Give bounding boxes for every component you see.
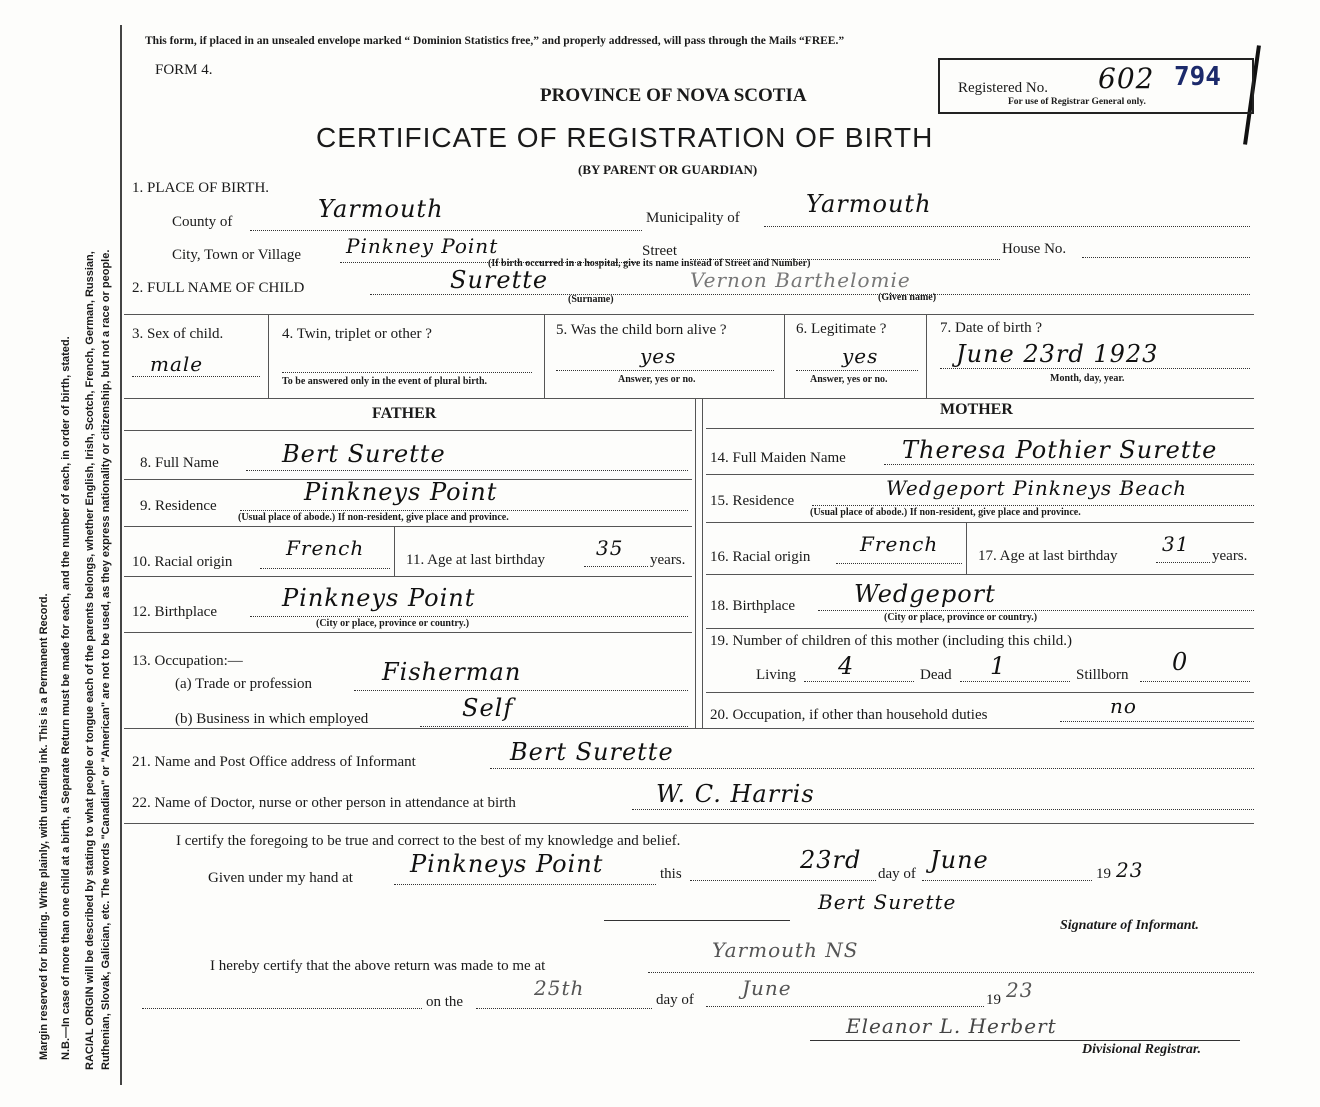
father-age-value: 35 bbox=[596, 536, 624, 560]
child-name-label: 2. FULL NAME OF CHILD bbox=[132, 280, 305, 296]
trade-value: Fisherman bbox=[382, 658, 522, 686]
margin-note-multiple-births: N.B.—In case of more than one child at a birth, a Separate Return must be made for each, and the number of each, in order of birth, stated. bbox=[60, 336, 72, 1060]
county-value: Yarmouth bbox=[318, 195, 444, 223]
legitimate-value: yes bbox=[842, 344, 879, 368]
registrar-year-value: 23 bbox=[1006, 978, 1034, 1002]
business-value: Self bbox=[462, 694, 514, 722]
father-name-value: Bert Surette bbox=[282, 440, 446, 468]
child-given-name: Vernon Barthelomie bbox=[690, 268, 911, 292]
living-label: Living bbox=[756, 667, 796, 683]
margin-note-racial-origin-2: Ruthenian, Slovak, Galician, etc. The words "Canadian" or "American" are not to be used, as they express nationality or citizenship, but not a race or people. bbox=[100, 249, 112, 1070]
dead-label: Dead bbox=[920, 667, 952, 683]
father-heading: FATHER bbox=[372, 405, 437, 422]
mother-age-label: 17. Age at last birthday bbox=[978, 548, 1118, 564]
sex-label: 3. Sex of child. bbox=[132, 326, 224, 342]
trade-label: (a) Trade or profession bbox=[175, 676, 313, 692]
sex-value: male bbox=[150, 352, 204, 376]
given-place-value: Pinkneys Point bbox=[410, 850, 604, 878]
father-residence-label: 9. Residence bbox=[140, 498, 217, 514]
certify-month-value: June bbox=[930, 846, 989, 874]
father-age-unit: years. bbox=[650, 552, 686, 568]
registered-label: Registered No. bbox=[958, 80, 1048, 96]
registered-number: 602 bbox=[1098, 62, 1155, 95]
doctor-label: 22. Name of Doctor, nurse or other person in attendance at birth bbox=[132, 795, 516, 811]
informant-value: Bert Surette bbox=[510, 738, 674, 766]
informant-signature: Bert Surette bbox=[818, 890, 957, 914]
mother-racial-label: 16. Racial origin bbox=[710, 549, 811, 565]
form-number: FORM 4. bbox=[155, 62, 213, 78]
municipality-label: Municipality of bbox=[646, 210, 740, 226]
father-birthplace-label: 12. Birthplace bbox=[132, 604, 217, 620]
registrar-statement: I hereby certify that the above return was made to me at bbox=[210, 958, 546, 974]
registrar-caption: Divisional Registrar. bbox=[1082, 1042, 1202, 1057]
province-heading: PROVINCE OF NOVA SCOTIA bbox=[540, 85, 807, 106]
mother-age-unit: years. bbox=[1212, 548, 1248, 564]
mother-birthplace-label: 18. Birthplace bbox=[710, 598, 795, 614]
margin-rule bbox=[120, 25, 122, 1085]
registrar-month-value: June bbox=[742, 976, 792, 1000]
page-title: CERTIFICATE OF REGISTRATION OF BIRTH bbox=[316, 122, 934, 153]
registered-stamp: 794 bbox=[1174, 62, 1221, 92]
dead-value: 1 bbox=[990, 652, 1007, 680]
father-birthplace-note: (City or place, province or country.) bbox=[316, 618, 470, 629]
certify-day-value: 23rd bbox=[800, 846, 862, 874]
father-name-label: 8. Full Name bbox=[140, 455, 219, 471]
dob-value: June 23rd 1923 bbox=[956, 340, 1159, 368]
mother-name-label: 14. Full Maiden Name bbox=[710, 450, 846, 466]
mother-age-value: 31 bbox=[1162, 532, 1190, 556]
signature-caption: Signature of Informant. bbox=[1060, 918, 1199, 933]
municipality-value: Yarmouth bbox=[806, 190, 932, 218]
mother-birthplace-note: (City or place, province or country.) bbox=[884, 612, 1038, 623]
registrar-day-value: 25th bbox=[534, 976, 585, 1000]
legitimate-note: Answer, yes or no. bbox=[810, 374, 888, 385]
registrar-signature: Eleanor L. Herbert bbox=[846, 1014, 1057, 1038]
born-alive-note: Answer, yes or no. bbox=[618, 374, 696, 385]
certify-year-value: 23 bbox=[1116, 858, 1144, 882]
father-residence-note: (Usual place of abode.) If non-resident, give place and province. bbox=[238, 512, 509, 523]
father-age-label: 11. Age at last birthday bbox=[406, 552, 545, 568]
born-alive-value: yes bbox=[640, 344, 677, 368]
registrar-year-prefix: 19 bbox=[986, 992, 1001, 1008]
father-racial-value: French bbox=[286, 536, 365, 560]
page-subtitle: (BY PARENT OR GUARDIAN) bbox=[578, 162, 758, 177]
dob-label: 7. Date of birth ? bbox=[940, 320, 1043, 336]
certify-year-prefix: 19 bbox=[1096, 866, 1111, 882]
mother-heading: MOTHER bbox=[940, 401, 1013, 418]
surname-caption: (Surname) bbox=[568, 294, 614, 305]
street-label: Street bbox=[642, 243, 677, 259]
father-residence-value: Pinkneys Point bbox=[304, 478, 498, 506]
mother-occupation-label: 20. Occupation, if other than household duties bbox=[710, 707, 988, 723]
mother-residence-label: 15. Residence bbox=[710, 493, 795, 509]
county-label: County of bbox=[172, 214, 233, 230]
father-racial-label: 10. Racial origin bbox=[132, 554, 233, 570]
registered-number-box bbox=[938, 58, 1254, 114]
father-birthplace-value: Pinkneys Point bbox=[282, 584, 476, 612]
place-heading: 1. PLACE OF BIRTH. bbox=[132, 180, 270, 196]
business-label: (b) Business in which employed bbox=[175, 711, 369, 727]
registrar-place-value: Yarmouth NS bbox=[712, 938, 859, 962]
mother-name-value: Theresa Pothier Surette bbox=[902, 436, 1218, 464]
mother-birthplace-value: Wedgeport bbox=[854, 580, 996, 608]
born-alive-label: 5. Was the child born alive ? bbox=[556, 322, 727, 338]
certify-day-of-label: day of bbox=[878, 866, 916, 882]
city-label: City, Town or Village bbox=[172, 247, 302, 263]
stillborn-label: Stillborn bbox=[1076, 667, 1129, 683]
margin-note-racial-origin-1: RACIAL ORIGIN will be described by stating to what people or tongue each of the parents belongs, whether English, Irish, Scotch, French, German, Russian, bbox=[84, 251, 96, 1070]
registrar-day-of-label: day of bbox=[656, 992, 694, 1008]
mother-racial-value: French bbox=[860, 532, 939, 556]
twin-label: 4. Twin, triplet or other ? bbox=[282, 326, 432, 342]
certify-statement: I certify the foregoing to be true and correct to the best of my knowledge and belief. bbox=[176, 833, 681, 849]
dob-note: Month, day, year. bbox=[1050, 373, 1125, 384]
mother-residence-note: (Usual place of abode.) If non-resident, give place and province. bbox=[810, 507, 1081, 518]
on-the-label: on the bbox=[426, 994, 464, 1010]
this-label: this bbox=[660, 866, 682, 882]
mother-occupation-value: no bbox=[1110, 694, 1137, 718]
legitimate-label: 6. Legitimate ? bbox=[796, 321, 887, 337]
city-value: Pinkney Point bbox=[346, 234, 499, 258]
hospital-note: (If birth occurred in a hospital, give its name instead of Street and Number) bbox=[488, 258, 811, 269]
children-count-label: 19. Number of children of this mother (including this child.) bbox=[710, 633, 1073, 649]
given-under-label: Given under my hand at bbox=[208, 870, 353, 886]
occupation-label: 13. Occupation:— bbox=[132, 653, 243, 669]
child-surname: Surette bbox=[450, 266, 549, 294]
mother-residence-value: Wedgeport Pinkneys Beach bbox=[886, 476, 1188, 500]
doctor-value: W. C. Harris bbox=[656, 780, 815, 808]
twin-note: To be answered only in the event of plural birth. bbox=[282, 376, 488, 387]
stillborn-value: 0 bbox=[1172, 648, 1189, 676]
mail-notice: This form, if placed in an unsealed envelope marked “ Dominion Statistics free,” and properly addressed, will pass through the Mails “FREE.” bbox=[145, 35, 845, 47]
living-value: 4 bbox=[838, 652, 855, 680]
registrar-general-note: For use of Registrar General only. bbox=[1008, 97, 1146, 107]
given-name-caption: (Given name) bbox=[878, 292, 937, 303]
informant-label: 21. Name and Post Office address of Informant bbox=[132, 754, 416, 770]
house-number-label: House No. bbox=[1002, 241, 1067, 257]
margin-note-binding: Margin reserved for binding. Write plainly, with unfading ink. This is a Permanent Record. bbox=[38, 593, 50, 1060]
